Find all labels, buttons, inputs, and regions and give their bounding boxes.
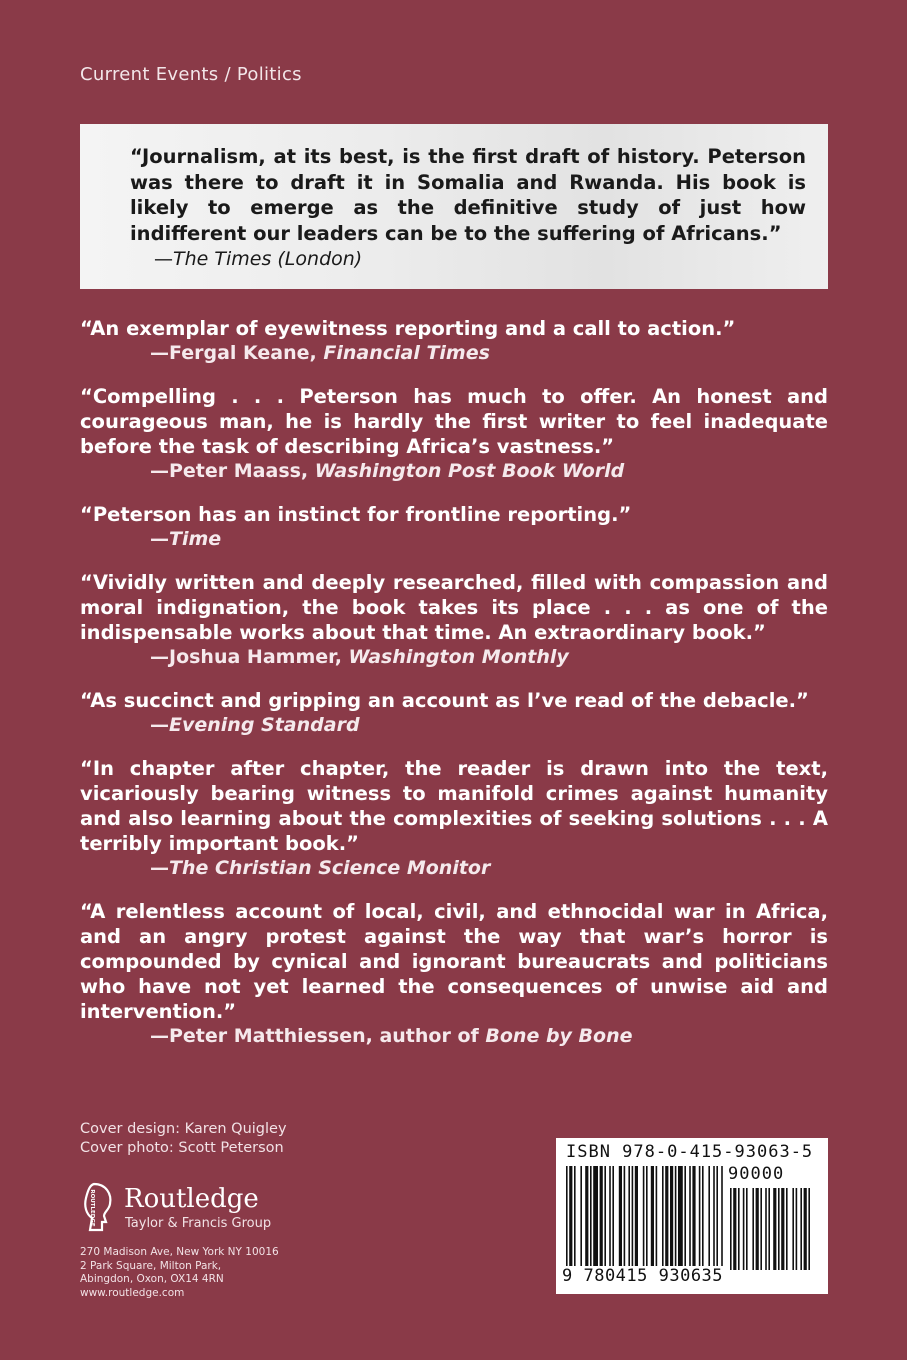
review-source: —Evening Standard bbox=[150, 714, 360, 736]
review-item bbox=[80, 899, 828, 1049]
review-quote: “Compelling . . . Peterson has much to offer. An honest and courageous man, he is hardly the first writer to feel inadequate before the task of describing Africa’s vastness.” bbox=[80, 385, 828, 458]
barcode-bar bbox=[580, 1166, 582, 1270]
barcode-bar bbox=[684, 1166, 686, 1270]
barcode-bar bbox=[656, 1166, 658, 1270]
barcode-bar bbox=[635, 1166, 638, 1270]
barcode-addon-bar bbox=[808, 1188, 810, 1270]
barcode-bar bbox=[670, 1166, 673, 1270]
featured-review-source: —The Times (London) bbox=[154, 248, 363, 270]
review-quote: “An exemplar of eyewitness reporting and a call to action.” bbox=[80, 317, 736, 340]
review-item bbox=[80, 316, 828, 366]
barcode-digits: 9 780415 930635 bbox=[562, 1266, 724, 1286]
publisher-website: www.routledge.com bbox=[80, 1286, 185, 1299]
barcode-bar bbox=[590, 1166, 592, 1270]
review-source: —Joshua Hammer, Washington Monthly bbox=[150, 646, 569, 668]
svg-text:ROUTLEDGE: ROUTLEDGE bbox=[89, 1189, 95, 1227]
barcode-addon-bar bbox=[778, 1188, 780, 1270]
isbn-text: ISBN 978-0-415-93063-5 bbox=[566, 1142, 814, 1162]
barcode-bar bbox=[574, 1166, 576, 1270]
barcode-addon-bar bbox=[760, 1188, 762, 1270]
barcode-bar bbox=[675, 1166, 677, 1270]
publisher-address bbox=[80, 1246, 279, 1300]
address-line: 2 Park Square, Milton Park, bbox=[80, 1259, 222, 1272]
barcode-addon-bar bbox=[792, 1188, 794, 1270]
barcode-bar bbox=[651, 1166, 654, 1270]
barcode-bar bbox=[708, 1166, 710, 1270]
barcode-bar bbox=[585, 1166, 588, 1270]
barcode-bar bbox=[713, 1166, 715, 1270]
barcode-addon-bar bbox=[752, 1188, 754, 1270]
barcode-bar bbox=[662, 1166, 664, 1270]
barcode-bar bbox=[716, 1166, 718, 1270]
review-source: —Time bbox=[150, 528, 222, 550]
address-line: Abingdon, Oxon, OX14 4RN bbox=[80, 1273, 224, 1285]
barcode-bar bbox=[692, 1166, 695, 1270]
cover-design-credit: Cover design: Karen Quigley bbox=[80, 1121, 287, 1137]
barcode-bar bbox=[604, 1166, 606, 1270]
price-code: 90000 bbox=[728, 1164, 785, 1184]
barcode-bar bbox=[619, 1166, 622, 1270]
barcode-bar bbox=[612, 1166, 614, 1270]
barcode-addon-bar bbox=[733, 1188, 736, 1270]
barcode-addon-bar bbox=[773, 1188, 776, 1270]
routledge-logo-icon bbox=[80, 1182, 114, 1232]
review-item bbox=[80, 570, 828, 670]
review-source: —Peter Matthiessen, author of Bone by Bone bbox=[150, 1025, 633, 1047]
review-quote: “As succinct and gripping an account as I’ve read of the debacle.” bbox=[80, 689, 809, 712]
barcode-bar bbox=[665, 1166, 668, 1270]
barcode-addon-bar bbox=[743, 1188, 745, 1270]
review-item bbox=[80, 688, 828, 738]
review-quote: “Vividly written and deeply researched, filled with compassion and moral indignation, the book takes its place . . . as one of the indispensable works about that time. An extraordinary book.” bbox=[80, 571, 828, 644]
barcode-addon-bar bbox=[768, 1188, 770, 1270]
barcode-addon-bar bbox=[730, 1188, 732, 1270]
barcode-bar bbox=[632, 1166, 634, 1270]
barcode-addon-bar bbox=[738, 1188, 740, 1270]
barcode-addon-bar bbox=[746, 1188, 748, 1270]
review-item bbox=[80, 502, 828, 552]
cover-photo-credit: Cover photo: Scott Peterson bbox=[80, 1140, 284, 1156]
review-quote: “A relentless account of local, civil, and ethnocidal war in Africa, and an angry protest against the way that war’s horror is compounded by cynical and ignorant bureaucrats and politicians who have not yet learned the consequences of unwise aid and intervention.” bbox=[80, 900, 828, 1023]
review-source: —Peter Maass, Washington Post Book World bbox=[150, 460, 625, 482]
barcode-bar bbox=[702, 1166, 704, 1270]
review-list bbox=[80, 316, 828, 1067]
barcode-bar bbox=[721, 1166, 723, 1270]
barcode-bar bbox=[624, 1166, 626, 1270]
barcode-bar bbox=[566, 1166, 568, 1270]
barcode-addon-bar bbox=[796, 1188, 798, 1270]
barcode-addon-bar bbox=[800, 1188, 802, 1270]
publisher-name: Routledge bbox=[124, 1184, 259, 1214]
cover-credits bbox=[80, 1120, 287, 1158]
barcode-bar bbox=[689, 1166, 691, 1270]
barcode-bar bbox=[699, 1166, 701, 1270]
barcode-addon-bar bbox=[786, 1188, 788, 1270]
review-quote: “In chapter after chapter, the reader is drawn into the text, vicariously bearing witness to manifold crimes against humanity and also learning about the complexities of seeking solutions . . . A terribly important book.” bbox=[80, 757, 828, 855]
barcode-bar bbox=[643, 1166, 645, 1270]
isbn-barcode bbox=[556, 1138, 828, 1294]
barcode-bar bbox=[678, 1166, 683, 1270]
barcode-addon-bar bbox=[804, 1188, 807, 1270]
review-source: —The Christian Science Monitor bbox=[150, 857, 491, 879]
barcode-bar bbox=[593, 1166, 598, 1270]
review-item bbox=[80, 384, 828, 484]
featured-review-quote: “Journalism, at its best, is the first draft of history. Peterson was there to draft it in Somalia and Rwanda. His book is likely to emerge as the definitive study of just how indifferent our leaders can be to the suffering of Africans.” bbox=[130, 145, 806, 245]
review-source: —Fergal Keane, Financial Times bbox=[150, 342, 490, 364]
barcode-bar bbox=[609, 1166, 611, 1270]
barcode-bar bbox=[569, 1166, 572, 1270]
barcode-bar bbox=[646, 1166, 648, 1270]
review-quote: “Peterson has an instinct for frontline reporting.” bbox=[80, 503, 632, 526]
barcode-addon-bar bbox=[765, 1188, 767, 1270]
review-item bbox=[80, 756, 828, 881]
barcode-addon-bar bbox=[781, 1188, 784, 1270]
barcode-addon-bar bbox=[756, 1188, 759, 1270]
publisher-logo bbox=[80, 1182, 280, 1242]
address-line: 270 Madison Ave, New York NY 10016 bbox=[80, 1246, 279, 1258]
barcode-bar bbox=[600, 1166, 603, 1270]
featured-review-box bbox=[80, 124, 828, 289]
barcode-bar bbox=[628, 1166, 630, 1270]
publisher-group: Taylor & Francis Group bbox=[125, 1216, 272, 1231]
category-label: Current Events / Politics bbox=[80, 64, 302, 85]
